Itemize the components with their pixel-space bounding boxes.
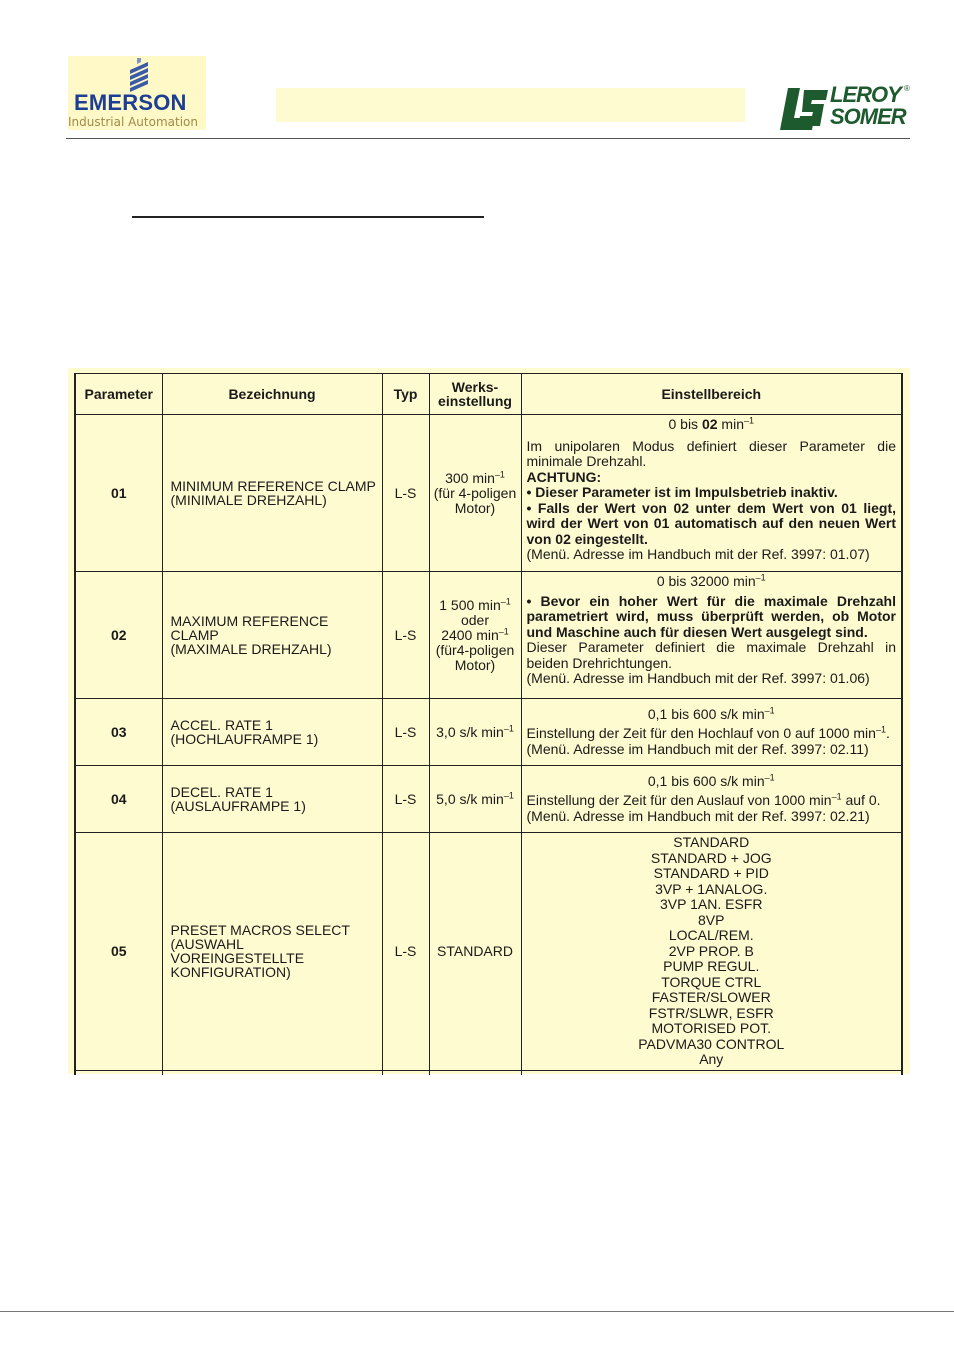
parameter-table-background [68,368,910,1074]
param-default: 1 500 $\min^{-1}$ oder 2400 $\min^{-1}$ (für4-poligen Motor) [429,572,521,699]
title-underline [132,216,484,218]
param-type: L-S [382,699,429,766]
table-row [75,415,902,572]
param-range [521,415,902,572]
param-type: L-S [382,833,429,1071]
list-item: PADVMA30 CONTROL [638,1035,785,1052]
range-description: Einstellung der Zeit für den Auslauf von 1000 $\min^{-1}$ auf 0. [526,791,881,809]
table-row [75,699,902,766]
header-typ: Typ [382,374,429,415]
param-default: 300 $\min^{-1}$ (für 4-poligen Motor) [429,415,521,572]
range-description: Im unipolaren Modus definiert dieser Parameter die minimale Drehzahl. [526,437,896,469]
leroy-somer-wordmark: LEROY SOMER [830,82,906,129]
list-item: 3VP 1AN. ESFR [660,896,763,912]
header-parameter: Parameter [75,374,162,415]
table-header-row [75,374,902,415]
range-menu-ref: (Menü. Adresse im Handbuch mit der Ref. 3997: 02.11) [526,740,869,757]
table-row [75,766,902,833]
list-item: STANDARD + JOG [650,849,772,866]
header-rule [66,138,910,139]
list-item: TORQUE CTRL [661,973,762,990]
emerson-logo [68,56,206,130]
param-number: 04 [75,766,162,833]
param-default: 3,0 s/k $\min^{-1}$ [429,699,521,766]
range-bullet: • Bevor ein hoher Wert für die maximale Drehzahl parametriert wird, muss überprüft werden, ob Motor und Maschine auch für diesen Wert ausgelegt sind. [526,592,896,640]
range-value: 0,1 bis 600 s/k $\min^{-1}$ [647,772,775,789]
list-item: FSTR/SLWR, ESFR [648,1004,774,1021]
range-warning-label: ACHTUNG: [526,468,602,485]
param-range [521,766,902,833]
range-description: Einstellung der Zeit für den Hochlauf von 0 auf 1000 $\min^{-1}$. [526,724,890,742]
range-menu-ref: (Menü. Adresse im Handbuch mit der Ref. 3997: 02.21) [526,807,870,824]
param-number: 02 [75,572,162,699]
registered-mark: ® [904,84,910,93]
leroy-somer-mark-icon [780,86,830,132]
table-row [75,833,902,1071]
param-type: L-S [382,415,429,572]
param-default: 5,0 s/k $\min^{-1}$ [429,766,521,833]
range-value: 0 bis 32000 $\min^{-1}$ [656,572,766,589]
list-item: 2VP PROP. B [668,942,754,959]
header-band [276,88,745,122]
parameter-table [74,373,903,1075]
param-range [521,572,902,699]
range-bullet: • Falls der Wert von 02 unter dem Wert von 01 liegt, wird der Wert von 01 automatisch auf den neuen Wert von 02 eingestellt. [526,499,896,547]
header-werkseinstellung: Werks- einstellung [429,374,521,415]
emerson-mark-icon [126,58,152,94]
range-value: 0 bis 02 $\min^{-1}$ [668,415,754,432]
param-name: DECEL. RATE 1 (AUSLAUFRAMPE 1) [162,766,382,833]
list-item: STANDARD + PID [653,865,769,881]
param-number: 03 [75,699,162,766]
leroy-somer-logo [780,84,912,132]
list-item: MOTORISED POT. [651,1020,772,1036]
list-item: STANDARD [673,834,750,850]
param-number: 01 [75,415,162,572]
param-range [521,699,902,766]
param-name: PRESET MACROS SELECT (AUSWAHL VOREINGESTELLTE KONFIGURATION) [162,833,382,1071]
param-options-list [521,833,902,1071]
list-item: PUMP REGUL. [663,958,760,974]
list-item: 8VP [698,911,725,928]
list-item: LOCAL/REM. [668,927,754,943]
table-continuation [75,1070,902,1075]
range-value: 0,1 bis 600 s/k $\min^{-1}$ [647,705,775,722]
range-menu-ref: (Menü. Adresse im Handbuch mit der Ref. 3997: 01.07) [526,546,870,562]
range-bullet: • Dieser Parameter ist im Impulsbetrieb inaktiv. [526,484,838,500]
header-bezeichnung: Bezeichnung [162,374,382,415]
list-item: FASTER/SLOWER [651,989,771,1005]
param-number: 05 [75,833,162,1071]
list-item: Any [699,1051,724,1067]
header-einstellbereich: Einstellbereich [521,374,902,415]
param-name: MAXIMUM REFERENCE CLAMP (MAXIMALE DREHZAHL) [162,572,382,699]
param-name: ACCEL. RATE 1 (HOCHLAUFRAMPE 1) [162,699,382,766]
param-name: MINIMUM REFERENCE CLAMP (MINIMALE DREHZAHL) [162,415,382,572]
param-default: STANDARD [429,833,521,1071]
emerson-subtitle: Industrial Automation [68,115,198,129]
footer-rule [0,1311,954,1312]
range-menu-ref: (Menü. Adresse im Handbuch mit der Ref. 3997: 01.06) [526,670,870,686]
param-type: L-S [382,766,429,833]
list-item: 3VP + 1ANALOG. [655,880,768,897]
emerson-wordmark: EMERSON [74,90,187,115]
table-row [75,572,902,699]
param-type: L-S [382,572,429,699]
range-description: Dieser Parameter definiert die maximale Drehzahl in beiden Drehrichtungen. [526,639,896,671]
